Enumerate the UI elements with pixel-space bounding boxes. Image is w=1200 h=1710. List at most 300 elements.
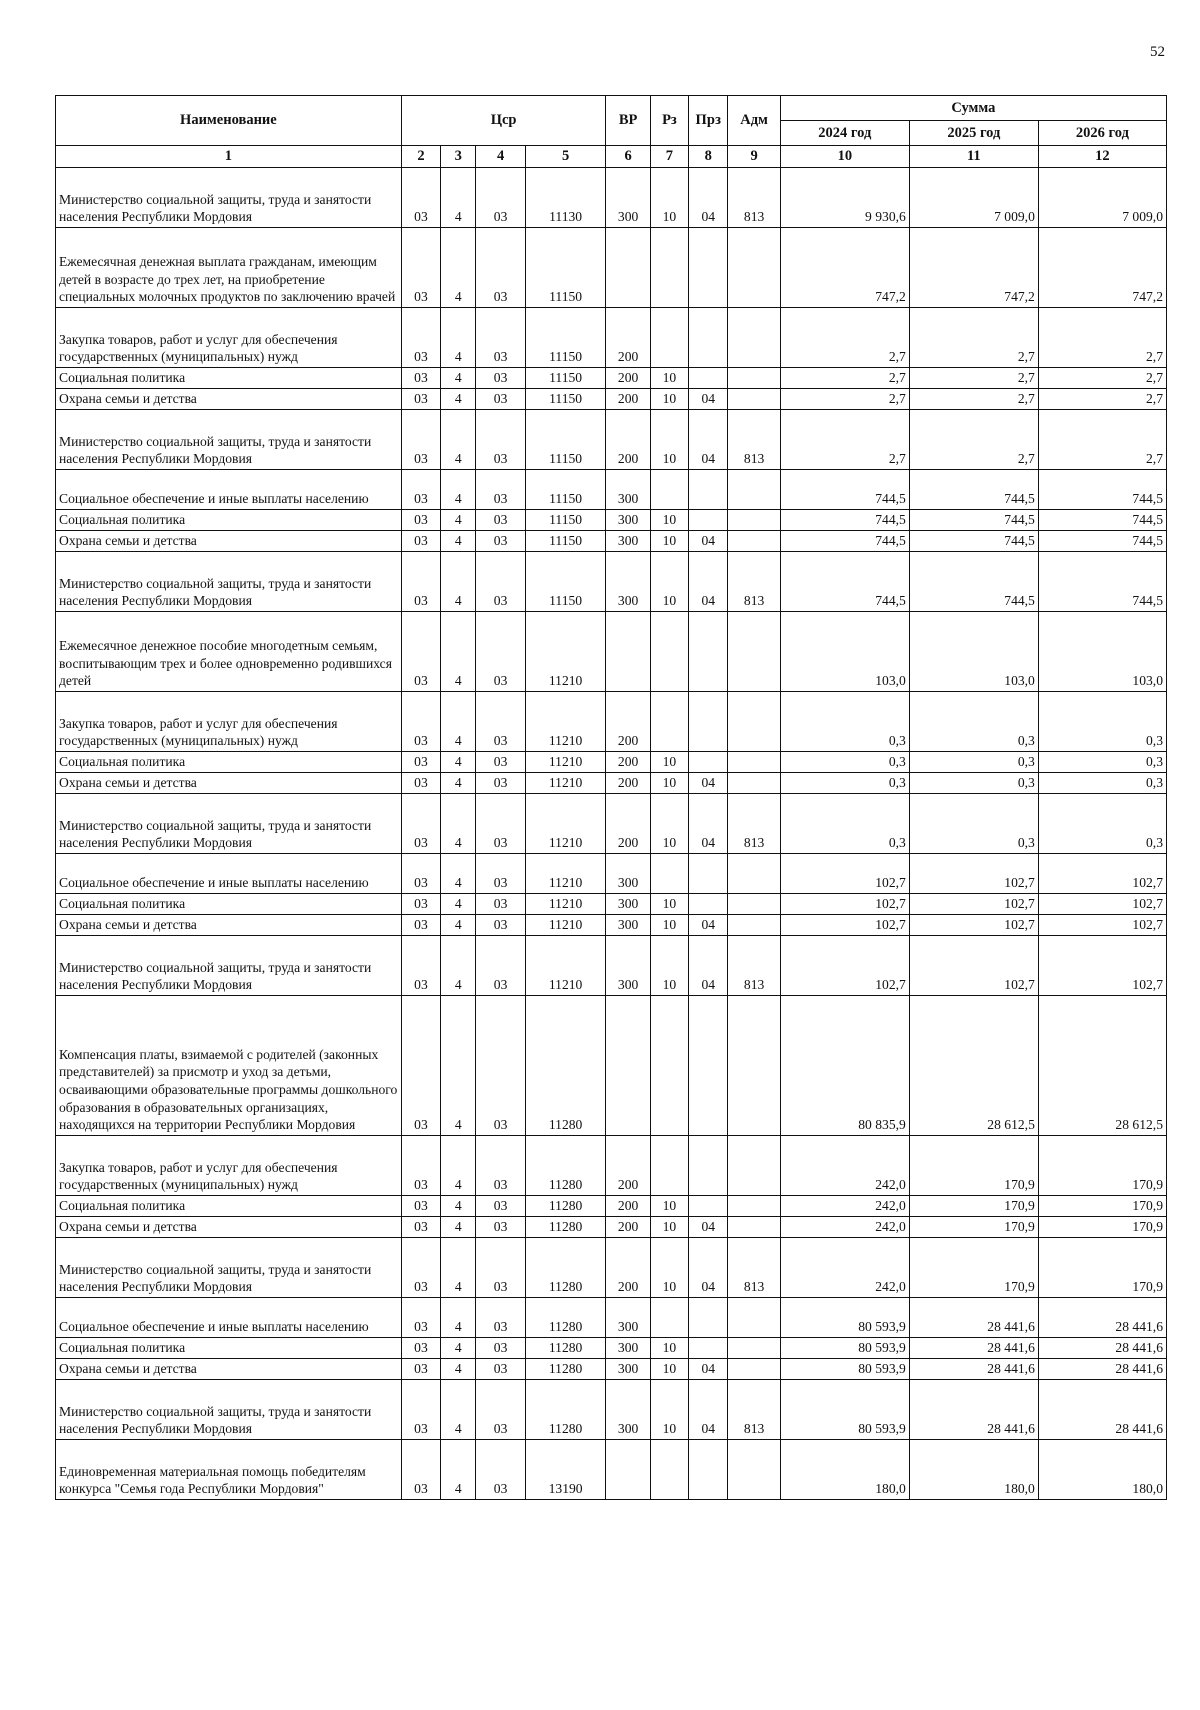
row-name: Единовременная материальная помощь победителям конкурса "Семья года Республики Мордовия" — [56, 1440, 402, 1500]
row-name: Министерство социальной защиты, труда и занятости населения Республики Мордовия — [56, 552, 402, 612]
row-sum-2024: 242,0 — [780, 1238, 909, 1298]
row-code-2: 4 — [441, 531, 476, 552]
row-code-4: 11150 — [525, 470, 606, 510]
row-vr — [606, 1440, 650, 1500]
row-vr: 300 — [606, 915, 650, 936]
row-code-4: 11210 — [525, 612, 606, 692]
row-code-2: 4 — [441, 936, 476, 996]
row-prz — [689, 368, 728, 389]
row-sum-2024: 0,3 — [780, 692, 909, 752]
row-adm — [728, 854, 780, 894]
row-code-3: 03 — [476, 1238, 525, 1298]
row-prz: 04 — [689, 1380, 728, 1440]
row-code-1: 03 — [401, 773, 440, 794]
row-sum-2025: 2,7 — [909, 410, 1038, 470]
row-prz: 04 — [689, 794, 728, 854]
row-sum-2024: 80 593,9 — [780, 1380, 909, 1440]
row-vr: 200 — [606, 389, 650, 410]
row-vr: 300 — [606, 936, 650, 996]
table-row — [56, 308, 1167, 368]
row-vr: 300 — [606, 168, 650, 228]
row-code-4: 11280 — [525, 1338, 606, 1359]
row-code-4: 11210 — [525, 773, 606, 794]
table-row — [56, 1217, 1167, 1238]
row-code-4: 11280 — [525, 1217, 606, 1238]
table-body — [56, 168, 1167, 1500]
row-rz — [650, 1440, 688, 1500]
table-row — [56, 1298, 1167, 1338]
header-prz: Прз — [689, 96, 728, 146]
row-code-1: 03 — [401, 531, 440, 552]
row-code-1: 03 — [401, 308, 440, 368]
row-adm — [728, 915, 780, 936]
row-sum-2025: 28 441,6 — [909, 1359, 1038, 1380]
row-vr: 200 — [606, 308, 650, 368]
row-adm: 813 — [728, 1380, 780, 1440]
row-sum-2024: 747,2 — [780, 228, 909, 308]
row-code-1: 03 — [401, 368, 440, 389]
row-name: Министерство социальной защиты, труда и занятости населения Республики Мордовия — [56, 1380, 402, 1440]
row-code-1: 03 — [401, 410, 440, 470]
row-code-4: 11210 — [525, 794, 606, 854]
row-adm — [728, 308, 780, 368]
row-code-2: 4 — [441, 1380, 476, 1440]
row-code-4: 11280 — [525, 1359, 606, 1380]
row-rz — [650, 612, 688, 692]
row-code-4: 11150 — [525, 389, 606, 410]
row-vr: 300 — [606, 510, 650, 531]
row-code-2: 4 — [441, 692, 476, 752]
row-code-4: 11280 — [525, 1196, 606, 1217]
row-name: Охрана семьи и детства — [56, 1217, 402, 1238]
budget-table — [55, 95, 1167, 1500]
row-adm — [728, 368, 780, 389]
row-code-3: 03 — [476, 854, 525, 894]
row-sum-2025: 102,7 — [909, 936, 1038, 996]
row-prz — [689, 692, 728, 752]
row-code-4: 11210 — [525, 692, 606, 752]
row-adm: 813 — [728, 168, 780, 228]
row-name: Социальная политика — [56, 368, 402, 389]
row-prz: 04 — [689, 552, 728, 612]
row-vr: 200 — [606, 1196, 650, 1217]
table-row — [56, 389, 1167, 410]
row-rz: 10 — [650, 894, 688, 915]
row-rz: 10 — [650, 1196, 688, 1217]
row-code-1: 03 — [401, 1338, 440, 1359]
row-sum-2026: 744,5 — [1038, 531, 1166, 552]
row-code-2: 4 — [441, 996, 476, 1136]
row-adm — [728, 612, 780, 692]
row-prz — [689, 996, 728, 1136]
row-vr: 300 — [606, 854, 650, 894]
row-prz — [689, 510, 728, 531]
header-year-2024: 2024 год — [780, 121, 909, 146]
row-prz — [689, 854, 728, 894]
row-code-3: 03 — [476, 996, 525, 1136]
row-code-4: 11150 — [525, 368, 606, 389]
row-sum-2024: 102,7 — [780, 894, 909, 915]
row-sum-2024: 102,7 — [780, 936, 909, 996]
row-code-4: 11280 — [525, 1298, 606, 1338]
row-code-3: 03 — [476, 1136, 525, 1196]
row-sum-2024: 242,0 — [780, 1136, 909, 1196]
row-name: Социальная политика — [56, 510, 402, 531]
row-sum-2024: 0,3 — [780, 773, 909, 794]
row-sum-2026: 2,7 — [1038, 389, 1166, 410]
table-row — [56, 936, 1167, 996]
row-sum-2024: 744,5 — [780, 510, 909, 531]
row-sum-2025: 0,3 — [909, 794, 1038, 854]
row-vr: 300 — [606, 1338, 650, 1359]
row-name: Министерство социальной защиты, труда и занятости населения Республики Мордовия — [56, 410, 402, 470]
row-rz: 10 — [650, 410, 688, 470]
row-sum-2025: 103,0 — [909, 612, 1038, 692]
row-rz: 10 — [650, 168, 688, 228]
row-adm: 813 — [728, 936, 780, 996]
header-adm: Адм — [728, 96, 780, 146]
row-sum-2025: 7 009,0 — [909, 168, 1038, 228]
table-row — [56, 1359, 1167, 1380]
row-prz — [689, 1298, 728, 1338]
row-name: Закупка товаров, работ и услуг для обеспечения государственных (муниципальных) нужд — [56, 692, 402, 752]
row-sum-2026: 102,7 — [1038, 936, 1166, 996]
table-row — [56, 692, 1167, 752]
row-code-2: 4 — [441, 1338, 476, 1359]
row-adm — [728, 470, 780, 510]
table-row — [56, 1238, 1167, 1298]
row-vr: 300 — [606, 894, 650, 915]
row-code-2: 4 — [441, 915, 476, 936]
row-sum-2026: 744,5 — [1038, 552, 1166, 612]
row-adm — [728, 1136, 780, 1196]
row-prz — [689, 470, 728, 510]
row-sum-2026: 170,9 — [1038, 1217, 1166, 1238]
row-name: Охрана семьи и детства — [56, 389, 402, 410]
row-code-3: 03 — [476, 752, 525, 773]
row-sum-2026: 0,3 — [1038, 773, 1166, 794]
row-vr — [606, 228, 650, 308]
row-code-3: 03 — [476, 894, 525, 915]
header-year-2025: 2025 год — [909, 121, 1038, 146]
row-vr: 200 — [606, 794, 650, 854]
row-code-3: 03 — [476, 612, 525, 692]
row-sum-2024: 80 593,9 — [780, 1298, 909, 1338]
row-rz: 10 — [650, 510, 688, 531]
row-code-2: 4 — [441, 470, 476, 510]
row-sum-2025: 102,7 — [909, 915, 1038, 936]
row-code-4: 11150 — [525, 531, 606, 552]
row-prz: 04 — [689, 168, 728, 228]
row-sum-2026: 102,7 — [1038, 894, 1166, 915]
row-rz — [650, 692, 688, 752]
row-adm — [728, 389, 780, 410]
table-row — [56, 773, 1167, 794]
row-code-3: 03 — [476, 1196, 525, 1217]
row-name: Охрана семьи и детства — [56, 915, 402, 936]
row-rz — [650, 228, 688, 308]
row-code-3: 03 — [476, 368, 525, 389]
row-prz — [689, 894, 728, 915]
column-number: 5 — [525, 146, 606, 168]
row-sum-2024: 80 593,9 — [780, 1338, 909, 1359]
row-sum-2026: 0,3 — [1038, 692, 1166, 752]
row-prz: 04 — [689, 410, 728, 470]
row-name: Социальное обеспечение и иные выплаты населению — [56, 470, 402, 510]
row-vr: 200 — [606, 1238, 650, 1298]
row-code-4: 11150 — [525, 308, 606, 368]
table-row — [56, 794, 1167, 854]
row-rz: 10 — [650, 368, 688, 389]
row-sum-2025: 28 441,6 — [909, 1380, 1038, 1440]
row-sum-2026: 2,7 — [1038, 308, 1166, 368]
row-adm — [728, 773, 780, 794]
table-row — [56, 510, 1167, 531]
table-row — [56, 1338, 1167, 1359]
row-vr: 300 — [606, 1359, 650, 1380]
row-rz: 10 — [650, 773, 688, 794]
row-sum-2024: 242,0 — [780, 1217, 909, 1238]
row-code-3: 03 — [476, 1440, 525, 1500]
row-sum-2024: 744,5 — [780, 552, 909, 612]
row-name: Социальная политика — [56, 894, 402, 915]
table-row — [56, 410, 1167, 470]
row-code-3: 03 — [476, 692, 525, 752]
row-adm: 813 — [728, 794, 780, 854]
row-prz: 04 — [689, 1359, 728, 1380]
row-code-2: 4 — [441, 612, 476, 692]
row-adm — [728, 1196, 780, 1217]
row-sum-2026: 747,2 — [1038, 228, 1166, 308]
row-sum-2025: 744,5 — [909, 470, 1038, 510]
row-sum-2025: 102,7 — [909, 894, 1038, 915]
row-code-2: 4 — [441, 552, 476, 612]
header-tsr: Цср — [401, 96, 606, 146]
row-vr — [606, 996, 650, 1136]
row-code-1: 03 — [401, 1440, 440, 1500]
row-adm: 813 — [728, 1238, 780, 1298]
column-number: 6 — [606, 146, 650, 168]
row-sum-2024: 0,3 — [780, 794, 909, 854]
row-sum-2025: 102,7 — [909, 854, 1038, 894]
row-sum-2026: 744,5 — [1038, 470, 1166, 510]
row-sum-2025: 747,2 — [909, 228, 1038, 308]
row-code-3: 03 — [476, 936, 525, 996]
row-adm — [728, 1338, 780, 1359]
row-code-1: 03 — [401, 228, 440, 308]
row-code-2: 4 — [441, 854, 476, 894]
row-adm — [728, 752, 780, 773]
row-adm — [728, 1217, 780, 1238]
row-vr: 300 — [606, 1380, 650, 1440]
row-code-2: 4 — [441, 368, 476, 389]
row-rz: 10 — [650, 915, 688, 936]
row-rz: 10 — [650, 1238, 688, 1298]
row-code-2: 4 — [441, 1238, 476, 1298]
row-sum-2025: 2,7 — [909, 368, 1038, 389]
row-code-2: 4 — [441, 510, 476, 531]
row-sum-2025: 744,5 — [909, 510, 1038, 531]
row-sum-2024: 242,0 — [780, 1196, 909, 1217]
row-code-2: 4 — [441, 410, 476, 470]
row-sum-2026: 28 441,6 — [1038, 1359, 1166, 1380]
column-number: 7 — [650, 146, 688, 168]
row-code-4: 11150 — [525, 228, 606, 308]
row-code-4: 11210 — [525, 752, 606, 773]
row-code-1: 03 — [401, 1359, 440, 1380]
header-name: Наименование — [56, 96, 402, 146]
row-prz — [689, 1440, 728, 1500]
row-rz: 10 — [650, 1359, 688, 1380]
row-code-3: 03 — [476, 228, 525, 308]
row-name: Социальное обеспечение и иные выплаты населению — [56, 1298, 402, 1338]
row-sum-2026: 180,0 — [1038, 1440, 1166, 1500]
row-sum-2024: 2,7 — [780, 389, 909, 410]
row-prz: 04 — [689, 531, 728, 552]
row-adm — [728, 894, 780, 915]
row-sum-2024: 0,3 — [780, 752, 909, 773]
header-year-2026: 2026 год — [1038, 121, 1166, 146]
row-code-4: 11210 — [525, 915, 606, 936]
row-adm — [728, 228, 780, 308]
column-number: 12 — [1038, 146, 1166, 168]
row-code-2: 4 — [441, 894, 476, 915]
row-vr: 200 — [606, 752, 650, 773]
row-code-1: 03 — [401, 552, 440, 612]
table-row — [56, 552, 1167, 612]
header-summa: Сумма — [780, 96, 1166, 121]
row-code-1: 03 — [401, 168, 440, 228]
page-number: 52 — [1150, 44, 1165, 60]
row-name: Министерство социальной защиты, труда и занятости населения Республики Мордовия — [56, 168, 402, 228]
row-rz: 10 — [650, 936, 688, 996]
row-sum-2025: 170,9 — [909, 1136, 1038, 1196]
column-number: 2 — [401, 146, 440, 168]
row-sum-2026: 2,7 — [1038, 410, 1166, 470]
row-code-1: 03 — [401, 1380, 440, 1440]
row-code-1: 03 — [401, 1298, 440, 1338]
row-name: Охрана семьи и детства — [56, 531, 402, 552]
row-code-4: 13190 — [525, 1440, 606, 1500]
row-code-3: 03 — [476, 531, 525, 552]
table-row — [56, 612, 1167, 692]
row-rz: 10 — [650, 1338, 688, 1359]
table-row — [56, 894, 1167, 915]
row-code-3: 03 — [476, 552, 525, 612]
row-code-4: 11150 — [525, 410, 606, 470]
row-sum-2024: 744,5 — [780, 470, 909, 510]
row-adm — [728, 531, 780, 552]
row-sum-2025: 0,3 — [909, 773, 1038, 794]
row-code-4: 11280 — [525, 996, 606, 1136]
row-adm — [728, 996, 780, 1136]
row-sum-2026: 28 612,5 — [1038, 996, 1166, 1136]
row-code-2: 4 — [441, 1136, 476, 1196]
column-number: 11 — [909, 146, 1038, 168]
row-sum-2024: 744,5 — [780, 531, 909, 552]
row-sum-2025: 180,0 — [909, 1440, 1038, 1500]
row-prz — [689, 1338, 728, 1359]
row-rz: 10 — [650, 552, 688, 612]
row-rz — [650, 1136, 688, 1196]
row-code-3: 03 — [476, 773, 525, 794]
column-number: 8 — [689, 146, 728, 168]
table-row — [56, 915, 1167, 936]
row-sum-2025: 170,9 — [909, 1217, 1038, 1238]
row-name: Компенсация платы, взимаемой с родителей (законных представителей) за присмотр и уход за детьми, осваивающими образовательные программы дошкольного образования в образовательных организациях, находящихся на территории Республики Мордовия — [56, 996, 402, 1136]
table-row — [56, 752, 1167, 773]
row-code-3: 03 — [476, 308, 525, 368]
row-vr: 300 — [606, 531, 650, 552]
row-code-2: 4 — [441, 794, 476, 854]
row-sum-2025: 170,9 — [909, 1238, 1038, 1298]
row-sum-2026: 102,7 — [1038, 854, 1166, 894]
row-sum-2026: 170,9 — [1038, 1136, 1166, 1196]
row-code-3: 03 — [476, 470, 525, 510]
row-vr: 300 — [606, 1298, 650, 1338]
row-adm: 813 — [728, 552, 780, 612]
row-adm — [728, 1359, 780, 1380]
row-code-1: 03 — [401, 1217, 440, 1238]
row-sum-2025: 0,3 — [909, 692, 1038, 752]
row-code-2: 4 — [441, 1359, 476, 1380]
row-code-2: 4 — [441, 1440, 476, 1500]
row-name: Социальная политика — [56, 752, 402, 773]
row-code-1: 03 — [401, 752, 440, 773]
row-code-2: 4 — [441, 752, 476, 773]
table-row — [56, 1196, 1167, 1217]
row-prz: 04 — [689, 773, 728, 794]
column-number: 4 — [476, 146, 525, 168]
row-vr: 200 — [606, 692, 650, 752]
row-name: Охрана семьи и детства — [56, 773, 402, 794]
row-vr: 200 — [606, 1217, 650, 1238]
row-sum-2026: 170,9 — [1038, 1238, 1166, 1298]
row-code-1: 03 — [401, 692, 440, 752]
row-code-1: 03 — [401, 612, 440, 692]
row-vr: 200 — [606, 410, 650, 470]
row-sum-2026: 7 009,0 — [1038, 168, 1166, 228]
row-prz — [689, 228, 728, 308]
row-code-1: 03 — [401, 854, 440, 894]
row-rz: 10 — [650, 794, 688, 854]
row-name: Социальная политика — [56, 1196, 402, 1217]
column-number: 10 — [780, 146, 909, 168]
row-prz: 04 — [689, 915, 728, 936]
table-row — [56, 996, 1167, 1136]
row-code-4: 11210 — [525, 894, 606, 915]
row-sum-2026: 102,7 — [1038, 915, 1166, 936]
table-row — [56, 1440, 1167, 1500]
row-sum-2024: 2,7 — [780, 368, 909, 389]
row-code-2: 4 — [441, 168, 476, 228]
row-name: Закупка товаров, работ и услуг для обеспечения государственных (муниципальных) нужд — [56, 1136, 402, 1196]
row-code-2: 4 — [441, 1298, 476, 1338]
row-sum-2025: 170,9 — [909, 1196, 1038, 1217]
row-code-3: 03 — [476, 1380, 525, 1440]
table-row — [56, 368, 1167, 389]
row-prz — [689, 308, 728, 368]
row-code-2: 4 — [441, 308, 476, 368]
row-prz — [689, 1136, 728, 1196]
row-code-3: 03 — [476, 1298, 525, 1338]
row-vr: 200 — [606, 368, 650, 389]
row-prz: 04 — [689, 1217, 728, 1238]
row-code-3: 03 — [476, 168, 525, 228]
row-sum-2026: 103,0 — [1038, 612, 1166, 692]
row-code-3: 03 — [476, 794, 525, 854]
row-rz: 10 — [650, 752, 688, 773]
